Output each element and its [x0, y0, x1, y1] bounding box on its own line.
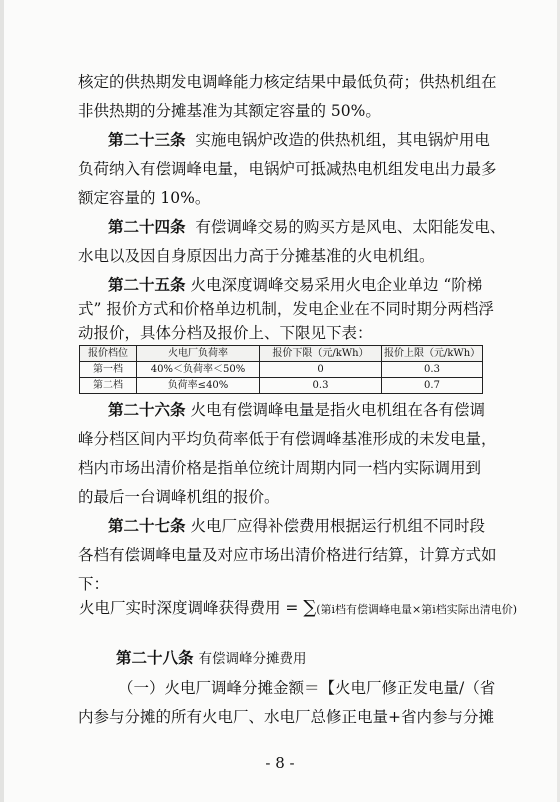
- table-cell: 40%＜负荷率＜50%: [137, 362, 260, 378]
- article-heading: 第二十三条: [108, 130, 186, 149]
- formula-lhs: 火电厂实时深度调峰获得费用 =: [79, 599, 299, 617]
- article-23-line: [0, 129, 560, 151]
- article-text: 火电深度调峰交易采用火电企业单边 “阶梯: [190, 276, 483, 294]
- paragraph-line: 内参与分摊的所有火电厂、水电厂总修正电量+省内参与分摊: [78, 708, 494, 726]
- table-cell: 负荷率≤40%: [137, 378, 260, 394]
- compensation-formula: [79, 597, 517, 621]
- table-header: 报价档位: [80, 346, 137, 362]
- paragraph-line: 各档有偿调峰电量及对应市场出清价格进行结算，计算方式如: [78, 546, 497, 564]
- paragraph-line: 档内市场出清价格是指单位统计周期内同一档内实际调用到: [78, 459, 482, 477]
- article-text: 火电厂应得补偿费用根据运行机组不同时段: [190, 517, 485, 535]
- article-26-line: [0, 399, 560, 421]
- article-heading: 第二十六条: [108, 400, 186, 419]
- article-text: 火电有偿调峰电量是指火电机组在各有偿调: [190, 401, 485, 419]
- article-text: 实施电锅炉改造的供热机组，其电锅炉用电: [195, 131, 490, 149]
- table-cell: 0.3: [382, 362, 483, 378]
- table-cell: 0: [260, 362, 382, 378]
- sigma-symbol: ∑: [303, 597, 317, 618]
- article-heading: 第二十七条: [108, 516, 186, 535]
- formula-rhs: (第i档有偿调峰电量×第i档实际出清电价): [316, 603, 518, 616]
- table-cell: 0.7: [382, 378, 483, 394]
- paragraph-line: 的最后一台调峰机组的报价。: [78, 488, 280, 506]
- paragraph-line: 动报价，具体分档及报价上、下限见下表：: [78, 324, 373, 342]
- paragraph-line: 水电以及因自身原因出力高于分摊基准的火电机组。: [78, 247, 435, 265]
- paragraph-line: 式” 报价方式和价格单边机制，发电企业在不同时期分两档浮: [78, 300, 494, 318]
- paragraph-line: 下：: [78, 575, 110, 593]
- paragraph-line: （一）火电厂调峰分摊金额＝【火电厂修正发电量/（省: [118, 679, 496, 697]
- article-27-line: [0, 515, 560, 537]
- table-row: [80, 362, 483, 378]
- table-header: 报价下限（元/kWh）: [260, 346, 382, 362]
- article-heading: 第二十五条: [108, 275, 186, 294]
- article-text: 有偿调峰交易的购买方是风电、太阳能发电、: [195, 218, 506, 236]
- article-heading: 第二十四条: [108, 217, 186, 236]
- article-25-line: [0, 274, 560, 296]
- article-heading: 第二十八条: [116, 648, 194, 667]
- paragraph-line: 峰分档区间内平均负荷率低于有偿调峰基准形成的未发电量，: [78, 430, 497, 448]
- article-text: 有偿调峰分摊费用: [198, 651, 307, 667]
- table-header: 火电厂负荷率: [137, 346, 260, 362]
- paragraph-line: 核定的供热期发电调峰能力核定结果中最低负荷；供热机组在: [78, 73, 497, 91]
- paragraph-line: 非供热期的分摊基准为其额定容量的 50%。: [78, 102, 381, 120]
- table-cell: 0.3: [260, 378, 382, 394]
- article-24-line: [0, 216, 560, 238]
- table-cell: 第二档: [80, 378, 137, 394]
- table-header: 报价上限（元/kWh）: [382, 346, 483, 362]
- table-row: [80, 378, 483, 394]
- table-cell: 第一档: [80, 362, 137, 378]
- page-number: - 8 -: [265, 754, 295, 772]
- paragraph-line: 负荷纳入有偿调峰电量，电锅炉可抵减热电机组发电出力最多: [78, 160, 497, 178]
- article-28-line: [0, 647, 560, 670]
- bid-price-table: [79, 345, 483, 394]
- table-header-row: [80, 346, 483, 362]
- paragraph-line: 额定容量的 10%。: [78, 189, 211, 207]
